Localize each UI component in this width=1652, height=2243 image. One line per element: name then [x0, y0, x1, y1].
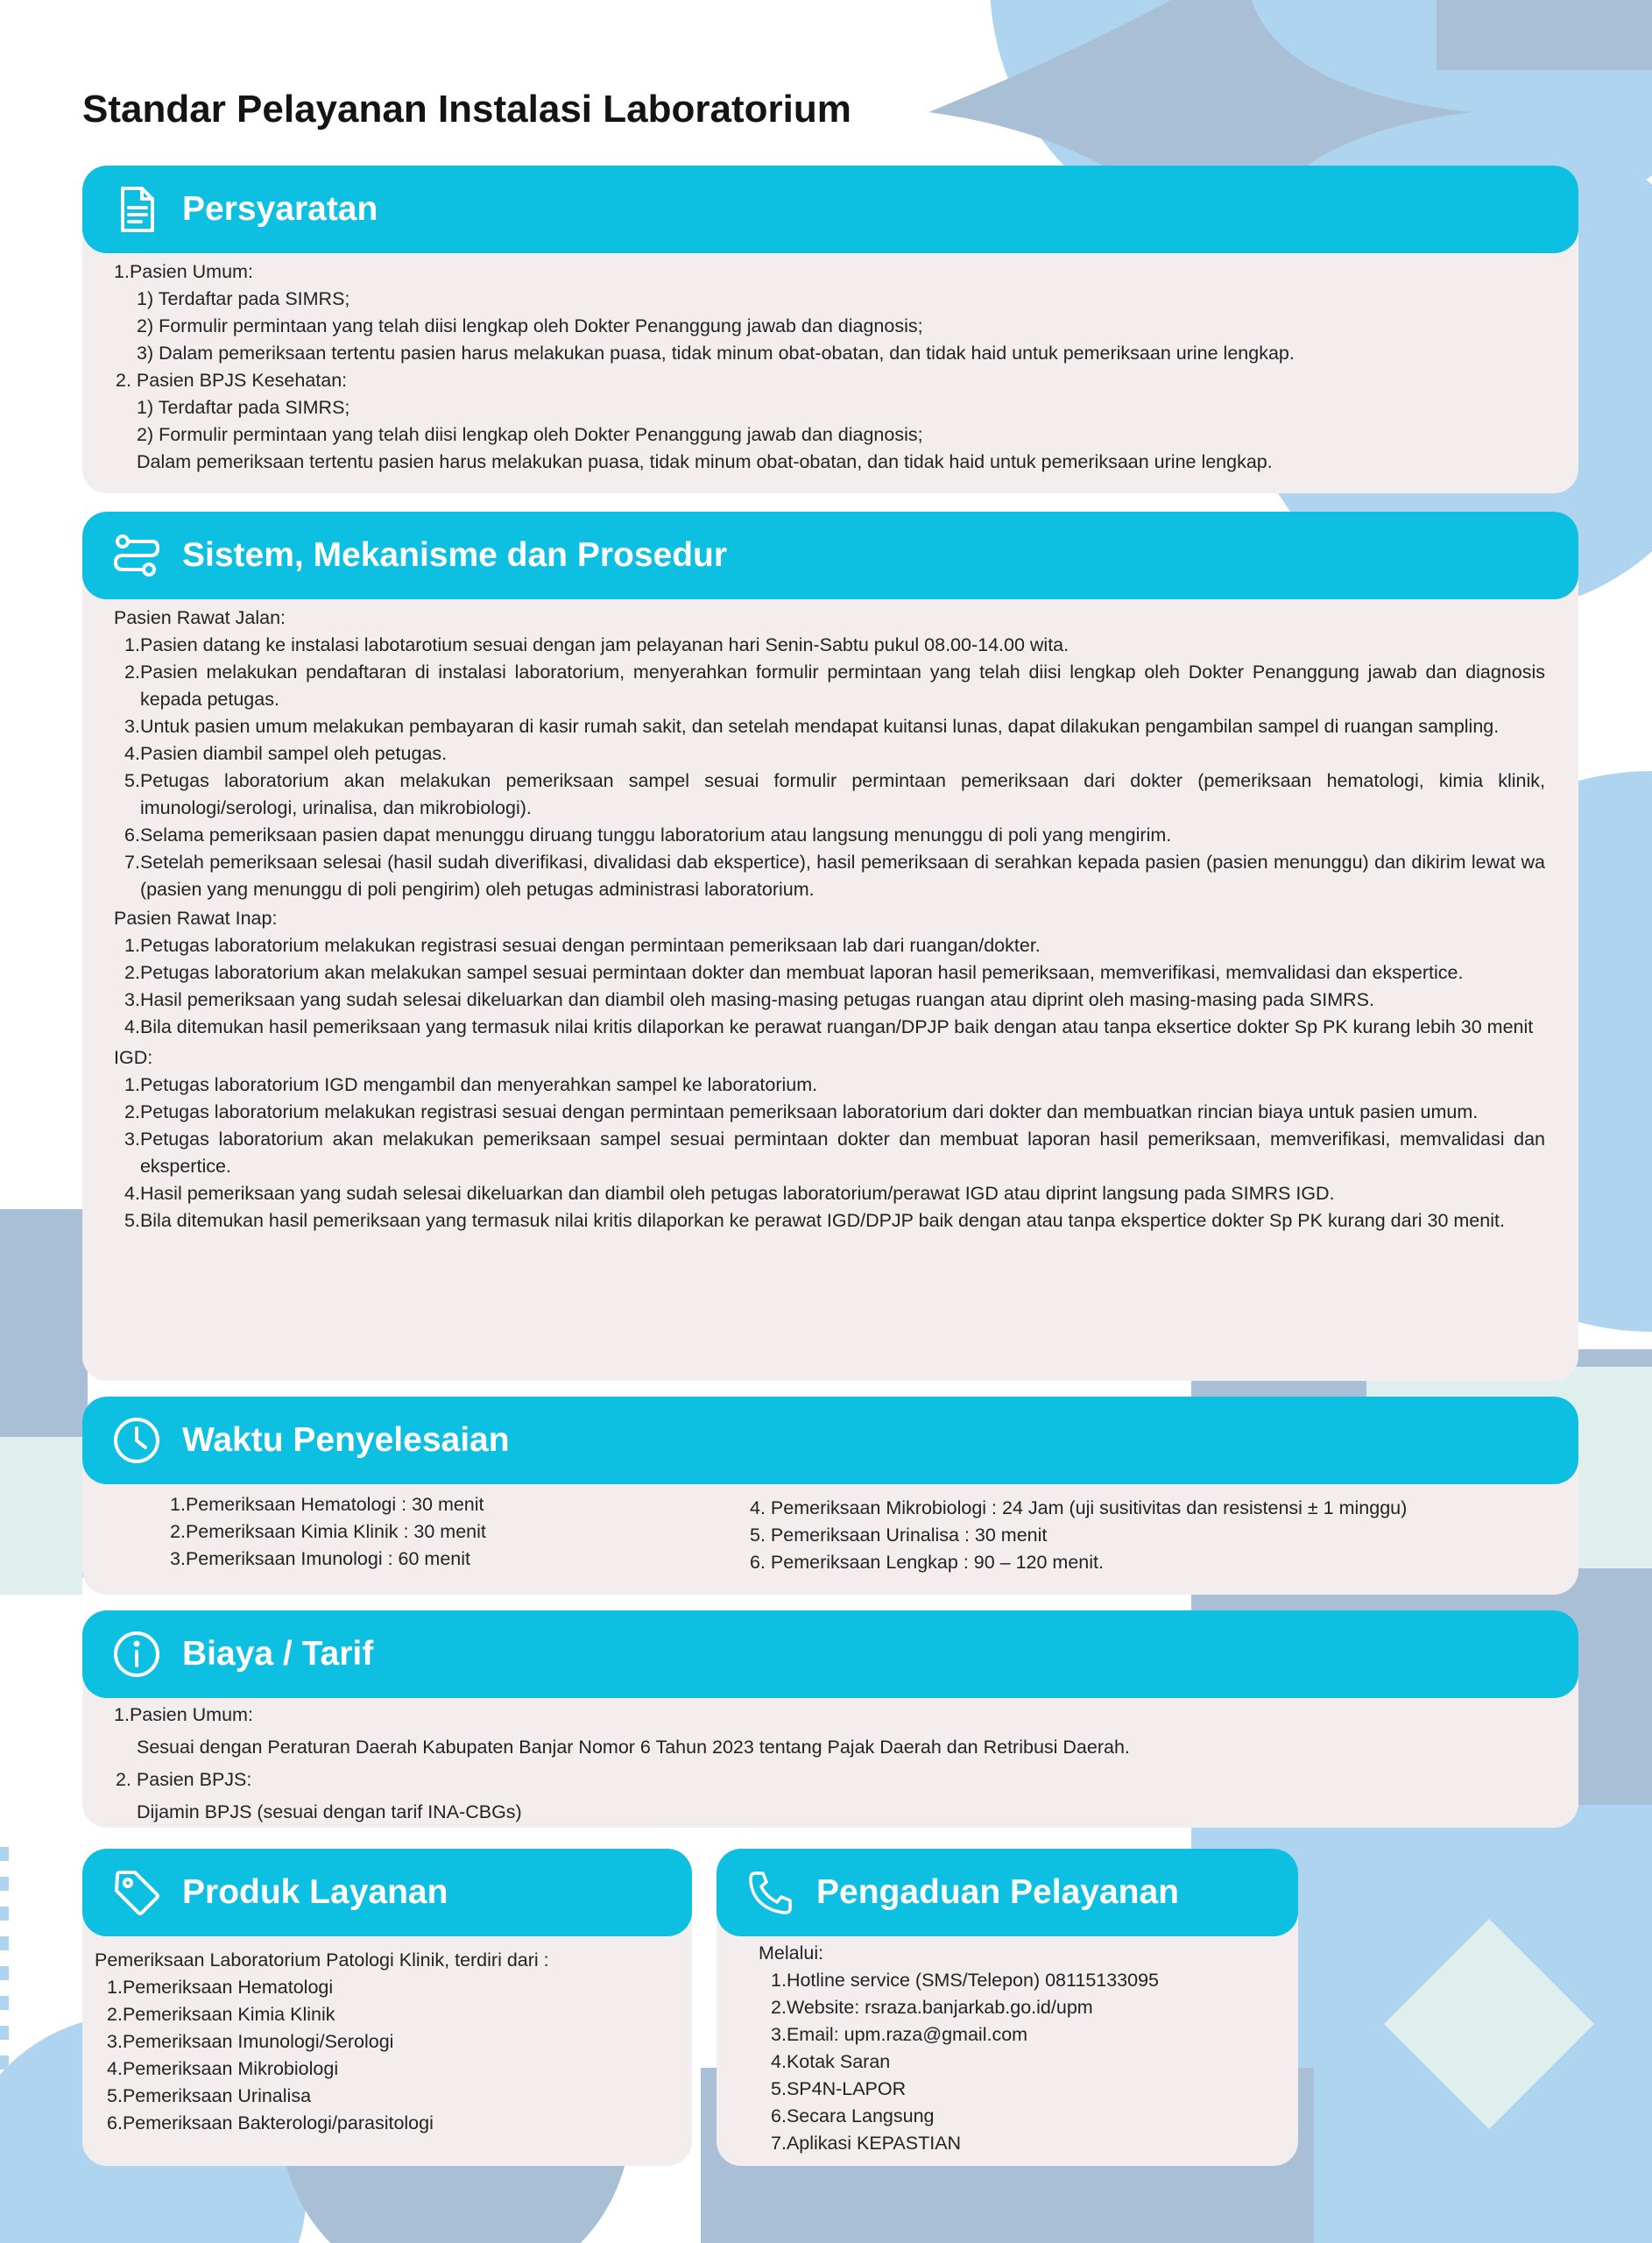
list-item: 2. Petugas laboratorium melakukan registrasi sesuai dengan permintaan pemeriksaan laboratorium dari dokter dan membuatkan rincian biaya untuk pasien umum.: [124, 1101, 1479, 1122]
phone-icon: [746, 1868, 795, 1917]
produk-title: Produk Layanan: [182, 1873, 448, 1911]
persyaratan-item: 2) Formulir permintaan yang telah diisi lengkap oleh Dokter Penanggung jawab dan diagnosis;: [137, 424, 923, 445]
clock-icon: [112, 1416, 161, 1465]
biaya-header: [82, 1610, 1578, 1698]
produk-intro: Pemeriksaan Laboratorium Patologi Klinik, terdiri dari :: [95, 1949, 549, 1971]
produk-body: [82, 1936, 692, 2137]
list-item: 1. Pasien datang ke instalasi labotarotium sesuai dengan jam pelayanan hari Senin-Sabtu pukul 08.00-14.00 wita.: [124, 634, 1070, 655]
biaya-body: 1. Pasien Umum: Sesuai dengan Peraturan Daerah Kabupaten Banjar Nomor 6 Tahun 2023 tentang Pajak Daerah dan Retribusi Daerah. 2. Pasien BPJS: Dijamin BPJS (sesuai dengan tarif INA-CBGs): [82, 1698, 1578, 1826]
list-item: 2. Pasien melakukan pendaftaran di instalasi laboratorium, menyerahkan formulir permintaan yang telah diisi lengkap oleh Dokter Penanggung jawab dan diagnosis kepada petugas.: [124, 662, 1545, 710]
prosedur-body: [82, 599, 1578, 1235]
list-item: 4. Pemeriksaan Mikrobiologi : 24 Jam (uji susitivitas dan resistensi ± 1 minggu): [750, 1497, 1408, 1518]
list-item: 3. Petugas laboratorium akan melakukan pemeriksaan sampel sesuai permintaan dokter dan membuat laporan hasil pemeriksaan, memverifikasi, memvalidasi dan ekspertice.: [124, 1129, 1545, 1177]
persyaratan-item: 2) Formulir permintaan yang telah diisi lengkap oleh Dokter Penanggung jawab dan diagnosis;: [137, 315, 923, 336]
pengaduan-intro: Melalui:: [759, 1942, 824, 1964]
persyaratan-card: [82, 166, 1578, 493]
persyaratan-item: 1) Terdaftar pada SIMRS;: [137, 288, 350, 309]
biaya-item2-label: 2. Pasien BPJS:: [116, 1769, 252, 1790]
list-item: 1. Pemeriksaan Hematologi: [107, 1977, 334, 1998]
list-item: 4. Pasien diambil sampel oleh petugas.: [124, 743, 448, 764]
list-item: 4. Bila ditemukan hasil pemeriksaan yang termasuk nilai kritis dilaporkan ke perawat ruangan/DPJP baik dengan atau tanpa eksertice dokter Sp PK kurang lebih 30 menit: [124, 1016, 1534, 1037]
list-item: 3. Pemeriksaan Imunologi/Serologi: [107, 2031, 394, 2052]
list-item: 3. Hasil pemeriksaan yang sudah selesai dikeluarkan dan diambil oleh masing-masing petugas ruangan atau diprint oleh masing-masing pada SIMRS.: [124, 989, 1374, 1010]
list-item: 2. Pemeriksaan Kimia Klinik : 30 menit: [170, 1521, 486, 1542]
waktu-card: [82, 1397, 1578, 1595]
igd-label: IGD:: [114, 1047, 153, 1068]
waktu-title: Waktu Penyelesaian: [182, 1421, 510, 1459]
pengaduan-body: [717, 1936, 1298, 2157]
document-icon: [112, 185, 161, 234]
page-title: Standar Pelayanan Instalasi Laboratorium: [82, 88, 851, 131]
waktu-header: [82, 1397, 1578, 1484]
biaya-title: Biaya / Tarif: [182, 1635, 374, 1673]
list-item: 5. Bila ditemukan hasil pemeriksaan yang termasuk nilai kritis dilaporkan ke perawat IGD/DPJP baik dengan atau tanpa ekspertice dokter Sp PK kurang dari 30 menit.: [124, 1210, 1505, 1231]
list-item: 1. Hotline service (SMS/Telepon) 08115133095: [771, 1970, 1160, 1991]
tag-icon: [112, 1868, 161, 1917]
persyaratan-group1-label: Pasien Umum:: [129, 261, 253, 282]
list-item: 4. Pemeriksaan Mikrobiologi: [107, 2058, 339, 2079]
list-item: 2. Pemeriksaan Kimia Klinik: [107, 2004, 335, 2025]
persyaratan-group2-label: 2. Pasien BPJS Kesehatan:: [116, 370, 348, 391]
info-icon: [112, 1630, 161, 1679]
persyaratan-body: 1. Pasien Umum: 1) Terdaftar pada SIMRS; 2) Formulir permintaan yang telah diisi lengkap oleh Dokter Penanggung jawab dan diagnosis; 3) Dalam pemeriksaan tertentu pasien harus melakukan puasa, tidak minum obat-obatan, dan tidak haid untuk pemeriksaan urine lengkap. 2. Pasien BPJS Kesehatan: 1) Terdaftar pada SIMRS; 2) Formulir permintaan yang telah diisi lengkap oleh Dokter Penanggung jawab dan diagnosis; Dalam pemeriksaan tertentu pasien harus melakukan puasa, tidak minum obat-obatan, dan tidak haid untuk pemeriksaan urine lengkap.: [82, 253, 1578, 476]
pengaduan-card: [717, 1849, 1298, 2166]
list-item: 1. Pemeriksaan Hematologi : 30 menit: [170, 1494, 484, 1515]
biaya-card: [82, 1610, 1578, 1828]
list-item: 5. SP4N-LAPOR: [771, 2078, 907, 2099]
list-item: 7. Aplikasi KEPASTIAN: [771, 2133, 962, 2154]
list-item: 6. Pemeriksaan Lengkap : 90 – 120 menit.: [750, 1552, 1104, 1573]
list-item: 2. Website: rsraza.banjarkab.go.id/upm: [771, 1997, 1093, 2018]
list-item: 5. Petugas laboratorium akan melakukan pemeriksaan sampel sesuai formulir permintaan pemeriksaan dari dokter (pemeriksaan hematologi, kimia klinik, imunologi/serologi, urinalisa, dan mikrobiologi).: [124, 770, 1545, 818]
prosedur-header: [82, 512, 1578, 599]
list-item: 3. Untuk pasien umum melakukan pembayaran di kasir rumah sakit, dan setelah mendapat kuitansi lunas, dapat dilakukan pengambilan sampel di ruangan sampling.: [124, 716, 1500, 737]
rawat-jalan-label: Pasien Rawat Jalan:: [114, 607, 286, 628]
prosedur-card: [82, 512, 1578, 1381]
waktu-body: [82, 1484, 1578, 1589]
list-item: 1. Petugas laboratorium melakukan registrasi sesuai dengan permintaan pemeriksaan lab dari ruangan/dokter.: [124, 935, 1041, 956]
list-item: 2. Petugas laboratorium akan melakukan sampel sesuai permintaan dokter dan membuat laporan hasil pemeriksaan, memverifikasi, memvalidasi dan ekspertice.: [124, 962, 1464, 983]
persyaratan-item: 3) Dalam pemeriksaan tertentu pasien harus melakukan puasa, tidak minum obat-obatan, dan tidak haid untuk pemeriksaan urine lengkap.: [137, 343, 1295, 364]
prosedur-title: Sistem, Mekanisme dan Prosedur: [182, 536, 728, 574]
rawat-inap-label: Pasien Rawat Inap:: [114, 908, 278, 929]
biaya-item1-text: Sesuai dengan Peraturan Daerah Kabupaten Banjar Nomor 6 Tahun 2023 tentang Pajak Daerah dan Retribusi Daerah.: [137, 1737, 1130, 1758]
workflow-icon: [112, 531, 161, 580]
produk-card: [82, 1849, 692, 2166]
list-item: 3. Pemeriksaan Imunologi : 60 menit: [170, 1548, 470, 1569]
list-item: 6. Pemeriksaan Bakterologi/parasitologi: [107, 2112, 434, 2133]
list-item: 5. Pemeriksaan Urinalisa : 30 menit: [750, 1525, 1048, 1546]
persyaratan-item: Dalam pemeriksaan tertentu pasien harus melakukan puasa, tidak minum obat-obatan, dan tidak haid untuk pemeriksaan urine lengkap.: [137, 451, 1273, 472]
list-item: 3. Email: upm.raza@gmail.com: [771, 2024, 1028, 2045]
list-item: 6. Selama pemeriksaan pasien dapat menunggu diruang tunggu laboratorium atau langsung menunggu di poli yang mengirim.: [124, 824, 1172, 846]
persyaratan-item: 1) Terdaftar pada SIMRS;: [137, 397, 350, 418]
biaya-item1-label: Pasien Umum:: [129, 1704, 253, 1725]
biaya-item2-text: Dijamin BPJS (sesuai dengan tarif INA-CBGs): [137, 1801, 522, 1822]
list-item: 1. Petugas laboratorium IGD mengambil dan menyerahkan sampel ke laboratorium.: [124, 1074, 818, 1095]
persyaratan-header: [82, 166, 1578, 253]
produk-header: [82, 1849, 692, 1936]
list-item: 5. Pemeriksaan Urinalisa: [107, 2085, 312, 2106]
persyaratan-title: Persyaratan: [182, 190, 378, 228]
list-item: 7. Setelah pemeriksaan selesai (hasil sudah diverifikasi, divalidasi dab ekspertice), hasil pemeriksaan di serahkan kepada pasien (pasien menunggu) dan dikirim lewat wa (pasien yang menunggu di poli pengirim) oleh petugas administrasi laboratorium.: [124, 852, 1545, 900]
list-item: 4. Kotak Saran: [771, 2051, 891, 2072]
list-item: 6. Secara Langsung: [771, 2105, 935, 2126]
list-item: 4. Hasil pemeriksaan yang sudah selesai dikeluarkan dan diambil oleh petugas laboratorium/perawat IGD atau diprint langsung pada SIMRS IGD.: [124, 1183, 1335, 1204]
pengaduan-header: [717, 1849, 1298, 1936]
pengaduan-title: Pengaduan Pelayanan: [816, 1873, 1179, 1911]
